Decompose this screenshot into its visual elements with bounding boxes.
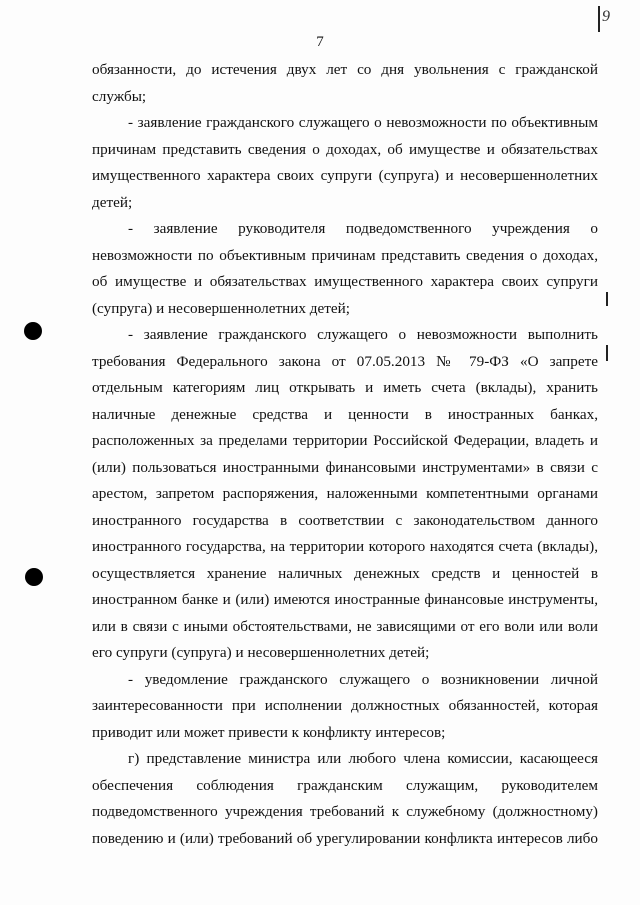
text-line: г) представление министра или любого члена комиссии, касающееся	[128, 750, 598, 767]
text-line: его супруги (супруга) и несовершеннолетних детей;	[92, 644, 430, 661]
text-line: обеспечения соблюдения гражданским служащим, руководителем	[92, 776, 598, 794]
binder-hole-top	[24, 322, 42, 340]
text-line: - уведомление гражданского служащего о возникновении личной	[128, 670, 598, 688]
text-line: об имуществе и обязательствах имущественного характера своих супруги	[92, 273, 598, 290]
text-line: иностранного государства в соответствии с законодательством данного	[92, 511, 598, 529]
scan-edge-mark	[606, 292, 608, 306]
text-line: иностранном банке и (или) имеются иностранные финансовые инструменты,	[92, 591, 598, 608]
text-line: службы;	[92, 87, 147, 105]
text-line: обязанности, до истечения двух лет со дня увольнения с гражданской	[92, 61, 598, 78]
paragraph	[92, 216, 598, 322]
text-line: подведомственного учреждения требований к служебному (должностному)	[92, 803, 598, 820]
handwritten-corner-mark: 9	[602, 8, 610, 25]
text-line: причинам представить сведения о доходах, об имуществе и обязательствах	[92, 140, 598, 158]
paragraph	[92, 667, 598, 747]
binder-hole-bottom	[25, 568, 43, 586]
text-line: требования Федерального закона от 07.05.2013 № 79-ФЗ «О запрете	[92, 352, 598, 370]
text-line: невозможности по объективным причинам представить сведения о доходах,	[92, 246, 598, 264]
text-line: - заявление гражданского служащего о невозможности по объективным	[128, 114, 598, 131]
paragraph	[92, 322, 598, 667]
paragraph	[92, 110, 598, 216]
text-line: детей;	[92, 193, 133, 211]
text-line: (или) пользоваться иностранными финансовыми инструментами» в связи с	[92, 458, 598, 476]
text-line: заинтересованности при исполнении должностных обязанностей, которая	[92, 697, 598, 714]
text-line: или в связи с иными обстоятельствами, не зависящими от его воли или воли	[92, 617, 598, 635]
text-line: расположенных за пределами территории Российской Федерации, владеть и	[92, 432, 598, 449]
scan-edge-mark	[598, 6, 600, 32]
text-line: иностранного государства, на территории которого находятся счета (вклады),	[92, 538, 598, 555]
page-number: 7	[316, 34, 324, 50]
document-body	[92, 57, 598, 852]
text-line: отдельным категориям лиц открывать и иметь счета (вклады), хранить	[92, 379, 598, 396]
text-line: поведению и (или) требований об урегулировании конфликта интересов либо	[92, 829, 598, 847]
scan-edge-mark	[606, 345, 608, 361]
text-line: (супруга) и несовершеннолетних детей;	[92, 299, 350, 317]
text-line: имущественного характера своих супруги (супруга) и несовершеннолетних	[92, 167, 598, 184]
text-line: осуществляется хранение наличных денежных средств и ценностей в	[92, 564, 598, 582]
paragraph	[92, 57, 598, 110]
text-line: - заявление руководителя подведомственного учреждения о	[128, 220, 598, 237]
paragraph	[92, 746, 598, 852]
text-line: приводит или может привести к конфликту интересов;	[92, 723, 446, 741]
text-line: арестом, запретом распоряжения, наложенными компетентными органами	[92, 485, 598, 502]
text-line: - заявление гражданского служащего о невозможности выполнить	[128, 326, 598, 343]
text-line: наличные денежные средства и ценности в иностранных банках,	[92, 405, 598, 423]
